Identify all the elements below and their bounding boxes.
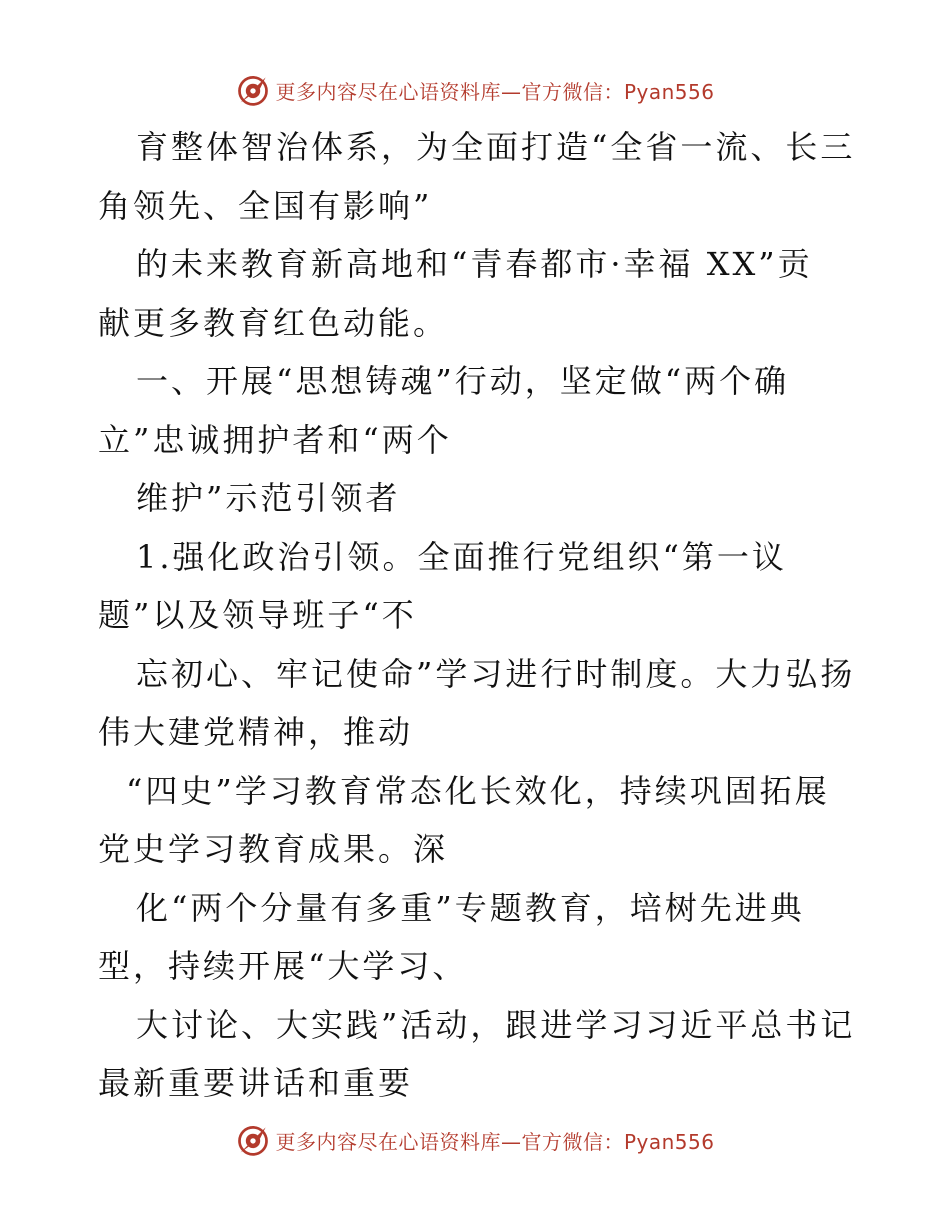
text-line: 党史学习教育成果。深 xyxy=(98,830,449,868)
watermark-text: 更多内容尽在心语资料库—官方微信：Pyan556 xyxy=(275,79,715,104)
section-heading-line: 一、开展“思想铸魂”行动，坚定做“两个确 xyxy=(136,362,790,400)
text-line: 的未来教育新高地和“青春都市·幸福 XX”贡 xyxy=(136,245,813,283)
text-line: 1.强化政治引领。全面推行党组织“第一议 xyxy=(136,537,787,576)
text-line: 育整体智治体系，为全面打造“全省一流、长三 xyxy=(136,128,856,166)
text-line: 忘初心、牢记使命”学习进行时制度。大力弘扬 xyxy=(136,654,856,693)
text-line: 型，持续开展“大学习、 xyxy=(98,947,468,985)
footer-watermark xyxy=(0,1120,950,1160)
document-body xyxy=(98,118,858,1113)
section-heading-line: 立”忠诚拥护者和“两个 xyxy=(98,420,452,459)
text-line: 伟大建党精神，推动 xyxy=(98,713,414,751)
section-heading-line: 维护”示范引领者 xyxy=(136,479,401,517)
text-line: 题”以及领导班子“不 xyxy=(98,596,417,634)
text-line: 最新重要讲话和重要 xyxy=(98,1064,414,1102)
header-watermark xyxy=(0,70,950,110)
text-line: 化“两个分量有多重”专题教育，培树先进典 xyxy=(136,888,805,927)
quill-emblem-icon xyxy=(235,1122,271,1158)
quill-emblem-icon xyxy=(235,72,271,108)
text-line: 献更多教育红色动能。 xyxy=(98,303,449,342)
text-line: 角领先、全国有影响” xyxy=(98,186,433,225)
watermark-text: 更多内容尽在心语资料库—官方微信：Pyan556 xyxy=(275,1129,715,1154)
text-line: 大讨论、大实践”活动，跟进学习习近平总书记 xyxy=(136,1005,856,1044)
text-line: “四史”学习教育常态化长效化，持续巩固拓展 xyxy=(126,771,830,810)
